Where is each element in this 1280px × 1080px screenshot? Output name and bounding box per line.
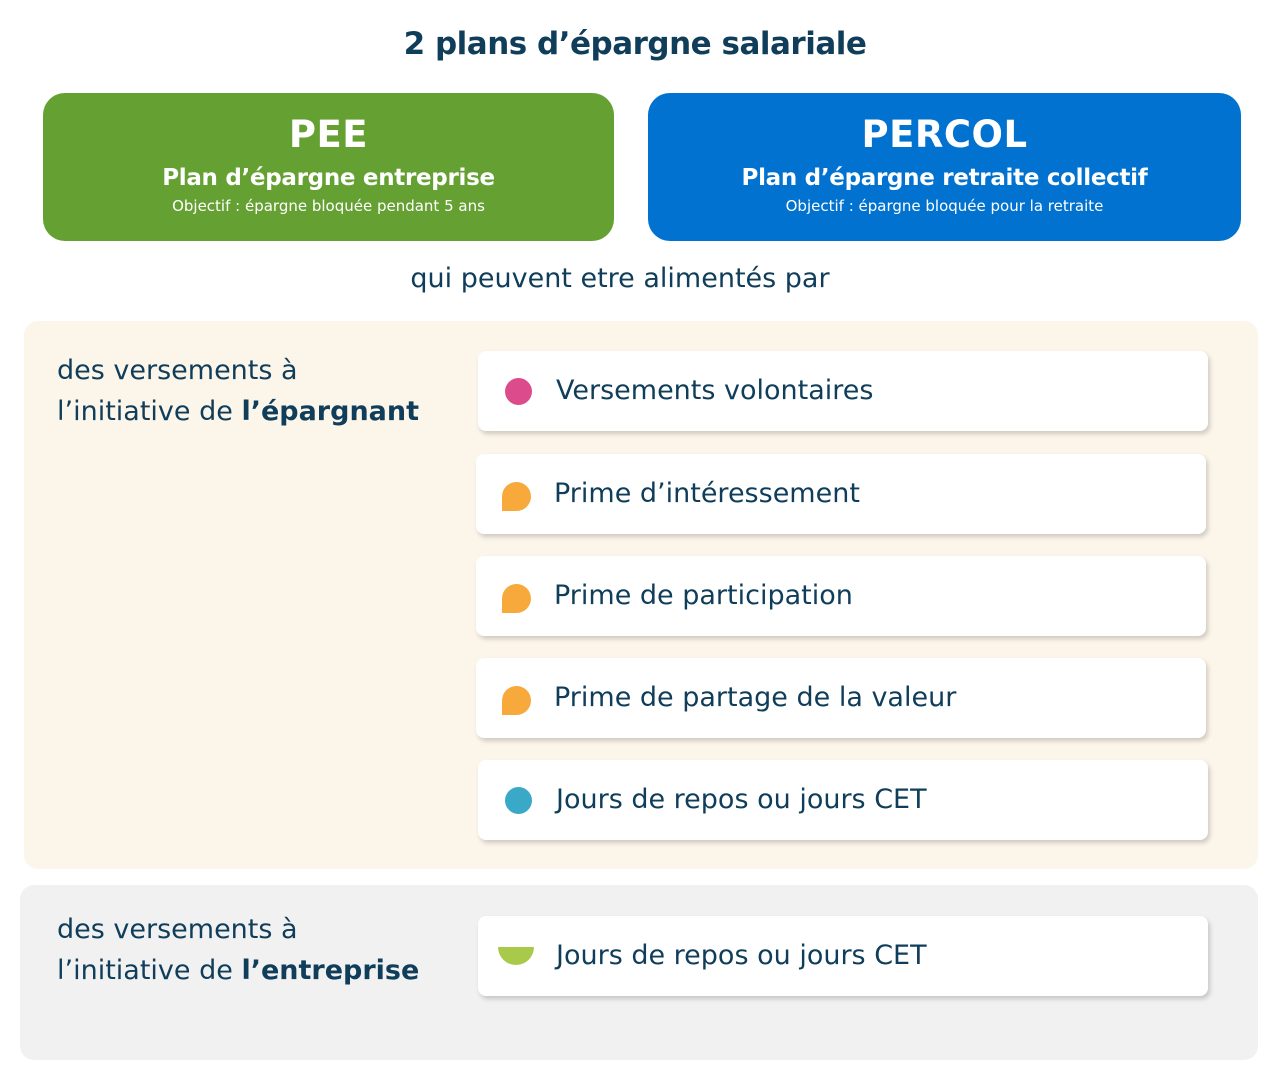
employee-section-label	[57, 350, 419, 432]
section-label-line1: des versements à	[57, 355, 298, 386]
company-section-label	[57, 909, 419, 991]
blue-circle-icon	[505, 787, 532, 814]
plan-card-pee	[43, 93, 614, 241]
pink-circle-icon	[505, 378, 532, 405]
funding-item-rest-days	[478, 760, 1208, 840]
funding-item-profit-sharing	[476, 454, 1206, 534]
funding-item-label: Jours de repos ou jours CET	[556, 784, 927, 815]
funding-item-label: Prime de partage de la valeur	[554, 682, 957, 713]
funding-item-value-sharing	[476, 658, 1206, 738]
plan-goal: Objectif : épargne bloquée pour la retraite	[785, 197, 1104, 215]
orange-leaf-icon	[502, 482, 531, 511]
funding-item-voluntary	[478, 351, 1208, 431]
plan-name: Plan d’épargne entreprise	[162, 165, 495, 191]
section-label-prefix: l’initiative de	[57, 396, 242, 427]
plan-acronym: PERCOL	[861, 113, 1028, 156]
plan-acronym: PEE	[288, 113, 369, 156]
funding-item-company-rest-days	[478, 916, 1208, 996]
funding-item-label: Jours de repos ou jours CET	[556, 940, 927, 971]
funding-item-label: Versements volontaires	[556, 375, 874, 406]
section-label-emphasis: l’entreprise	[241, 955, 420, 986]
funding-item-label: Prime d’intéressement	[554, 478, 860, 509]
subtitle: qui peuvent etre alimentés par	[410, 263, 830, 294]
diagram-title: 2 plans d’épargne salariale	[403, 26, 867, 62]
section-label-emphasis: l’épargnant	[241, 396, 420, 427]
plan-card-percol	[648, 93, 1241, 241]
section-label-prefix: l’initiative de	[57, 955, 242, 986]
green-half-circle-icon	[498, 947, 534, 965]
plan-name: Plan d’épargne retraite collectif	[741, 165, 1148, 191]
funding-item-participation	[476, 556, 1206, 636]
orange-leaf-icon	[502, 686, 531, 715]
plan-goal: Objectif : épargne bloquée pendant 5 ans	[172, 197, 485, 215]
section-label-line1: des versements à	[57, 914, 298, 945]
funding-item-label: Prime de participation	[554, 580, 853, 611]
orange-leaf-icon	[502, 584, 531, 613]
